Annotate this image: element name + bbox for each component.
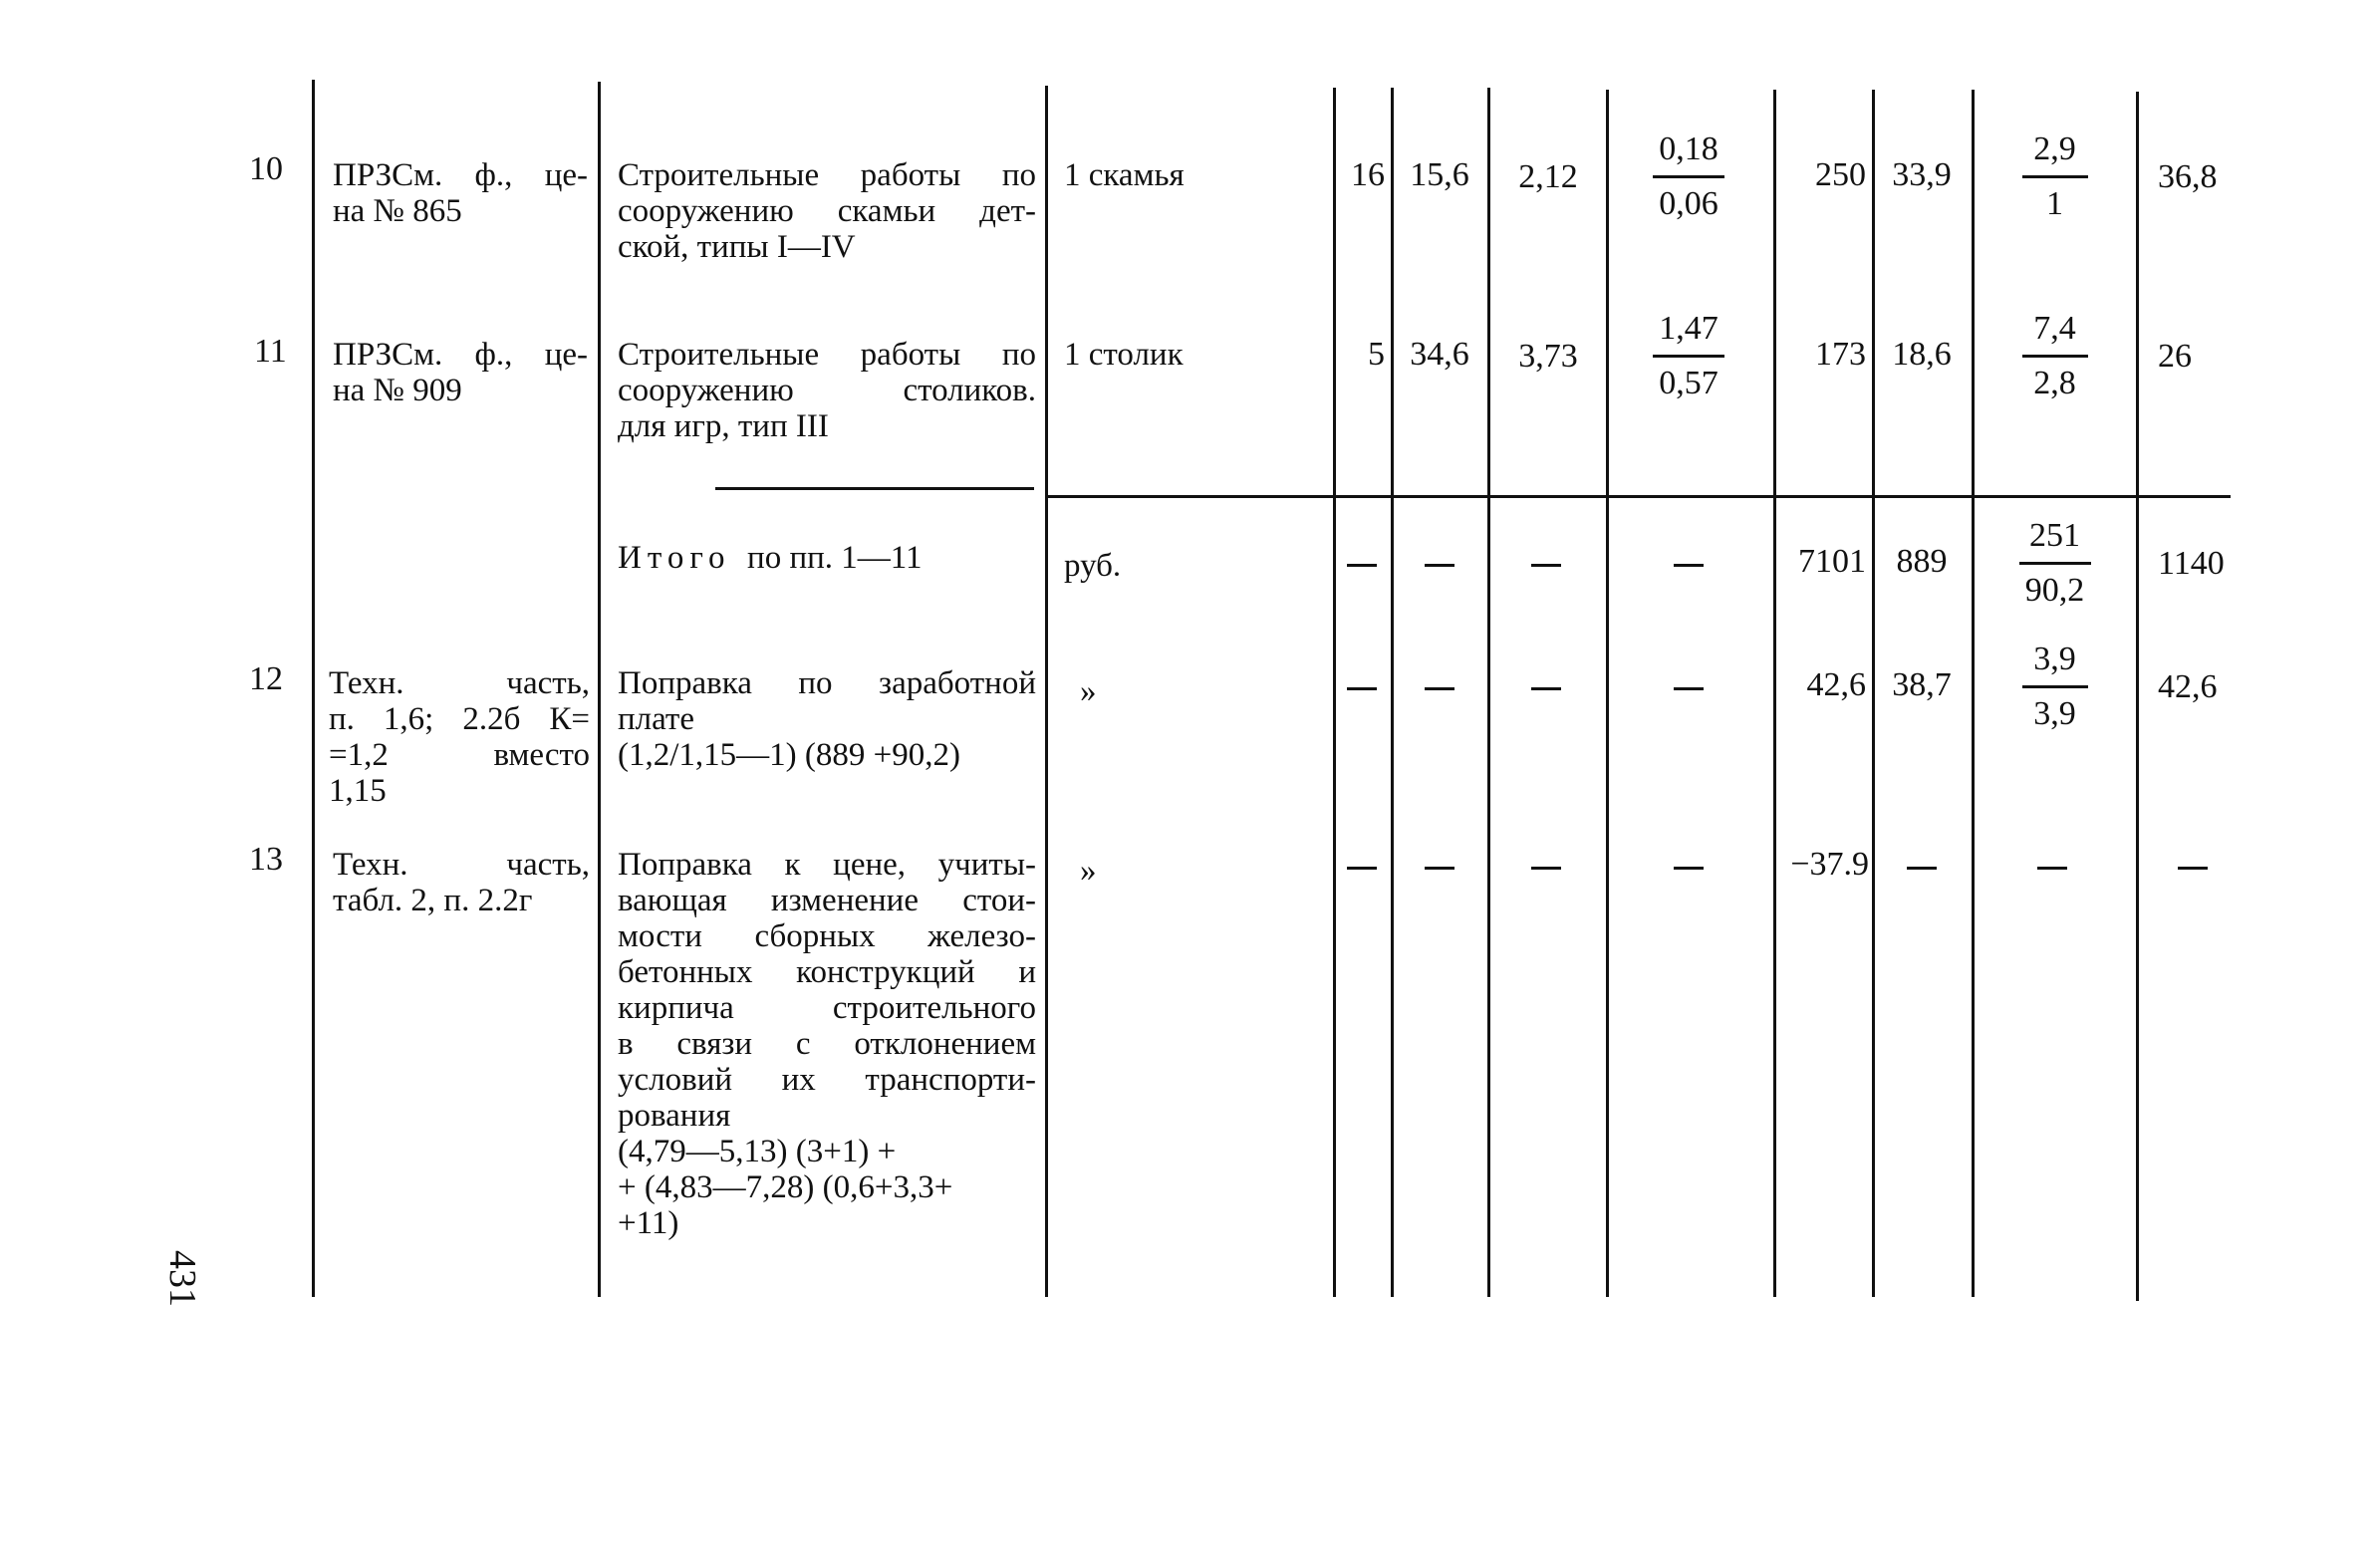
- empty-dash: [2178, 867, 2208, 870]
- empty-dash: [1674, 687, 1704, 690]
- fraction-value: 2,9 1: [1992, 129, 2117, 224]
- row-number: 13: [249, 841, 283, 878]
- empty-dash: [1347, 867, 1377, 870]
- empty-dash: [1425, 564, 1454, 567]
- cell-value: 33,9: [1892, 156, 1952, 193]
- column-rule: [312, 80, 315, 1297]
- cell-value: 16: [1351, 156, 1385, 193]
- column-rule: [2136, 92, 2139, 1301]
- cell-value: −37.9: [1790, 846, 1869, 883]
- empty-dash: [1531, 867, 1561, 870]
- empty-dash: [2037, 867, 2067, 870]
- row-unit: »: [1080, 673, 1097, 709]
- cell-value: 250: [1815, 156, 1866, 193]
- column-rule: [1333, 88, 1336, 1297]
- cell-value: 15,6: [1410, 156, 1469, 193]
- row-reference: Техн. часть, табл. 2, п. 2.2г: [333, 847, 590, 918]
- row-number: 11: [254, 333, 287, 370]
- separator-rule: [715, 487, 1034, 490]
- cell-value: 42,6: [1806, 666, 1866, 703]
- empty-dash: [1907, 867, 1937, 870]
- row-description: Строительные работы по сооружению скамьи дет- ской, типы I—IV: [618, 157, 1036, 265]
- fraction-value: 1,47 0,57: [1624, 309, 1753, 403]
- total-unit: руб.: [1064, 548, 1122, 584]
- column-rule: [1391, 88, 1394, 1297]
- empty-dash: [1531, 564, 1561, 567]
- fraction-value: 3,9 3,9: [1992, 640, 2117, 734]
- cell-value: 3,73: [1518, 338, 1578, 375]
- cell-value: 38,7: [1892, 666, 1952, 703]
- page-number: 431: [161, 1250, 203, 1307]
- cell-value: 34,6: [1410, 336, 1469, 373]
- fraction-value: 0,18 0,06: [1624, 129, 1753, 224]
- cell-value: 1140: [2158, 545, 2225, 582]
- row-number: 10: [249, 150, 283, 187]
- column-rule: [1606, 90, 1609, 1297]
- cell-value: 42,6: [2158, 668, 2218, 705]
- row-unit: 1 столик: [1064, 337, 1184, 373]
- column-rule: [598, 82, 601, 1297]
- empty-dash: [1674, 867, 1704, 870]
- cell-value: 18,6: [1892, 336, 1952, 373]
- column-rule: [1773, 90, 1776, 1297]
- empty-dash: [1674, 564, 1704, 567]
- cell-value: 7101: [1798, 543, 1866, 580]
- row-description: Поправка к цене, учиты- вающая изменение стои- мости сборных железо- бетонных конструкций и кирпича строительного в связи с отклонением условий их транспорти- рования (4,79—5,13) (3+1) + + (4,83—7,28) (0,6+3,3+ +11): [618, 847, 1036, 1241]
- column-rule: [1045, 86, 1048, 1297]
- fraction-value: 251 90,2: [1992, 516, 2117, 611]
- cell-value: 36,8: [2158, 158, 2218, 195]
- separator-rule: [1045, 495, 2231, 498]
- row-number: 12: [249, 660, 283, 697]
- empty-dash: [1425, 687, 1454, 690]
- empty-dash: [1425, 867, 1454, 870]
- row-unit: 1 скамья: [1064, 157, 1185, 193]
- column-rule: [1487, 88, 1490, 1297]
- row-reference: ПРЗСм. ф., це- на № 865: [333, 157, 588, 229]
- cell-value: 889: [1896, 543, 1948, 580]
- empty-dash: [1347, 564, 1377, 567]
- row-description: Поправка по заработной плате (1,2/1,15—1) (889 +90,2): [618, 665, 1036, 773]
- column-rule: [1972, 90, 1975, 1297]
- cell-value: 173: [1815, 336, 1866, 373]
- empty-dash: [1531, 687, 1561, 690]
- empty-dash: [1347, 687, 1377, 690]
- row-reference: Техн. часть, п. 1,6; 2.2б К= =1,2 вместо 1,15: [329, 665, 590, 809]
- row-description: Строительные работы по сооружению столиков. для игр, тип III: [618, 337, 1036, 444]
- fraction-value: 7,4 2,8: [1992, 309, 2117, 403]
- cell-value: 2,12: [1518, 158, 1578, 195]
- cell-value: 5: [1368, 336, 1385, 373]
- row-unit: »: [1080, 853, 1097, 889]
- cell-value: 26: [2158, 338, 2192, 375]
- row-reference: ПРЗСм. ф., це- на № 909: [333, 337, 588, 408]
- total-label: Итого по пп. 1—11: [618, 540, 923, 576]
